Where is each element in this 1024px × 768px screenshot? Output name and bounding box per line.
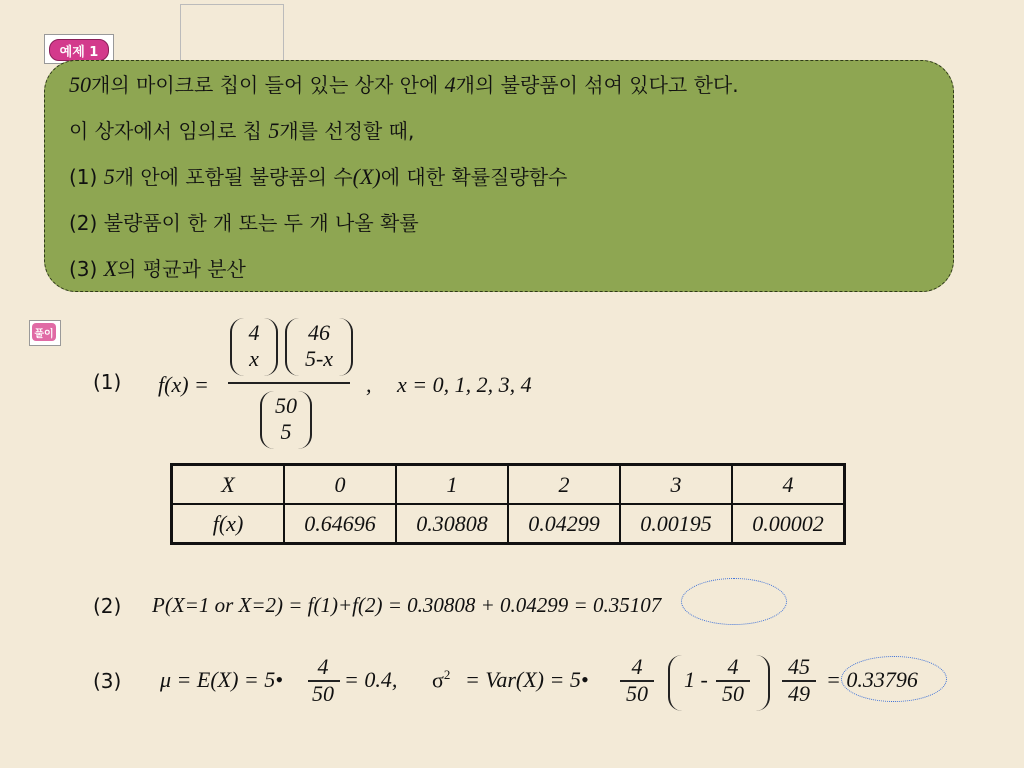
frac-denominator: 50 [722, 681, 744, 706]
problem-box [44, 60, 954, 292]
binom-bottom: 5-x [304, 346, 334, 371]
problem-text: 개 안에 포함될 불량품의 수 [114, 165, 353, 189]
binomial-46-5-x [285, 318, 353, 376]
frac-denominator: 49 [788, 681, 810, 706]
sigma-letter: σ [432, 667, 444, 693]
frac-numerator: 4 [631, 654, 643, 679]
problem-line-5 [69, 253, 246, 282]
part1-label: (1) [93, 370, 122, 394]
paren-one-minus: 1 - [684, 667, 708, 692]
problem-text: 에 대한 확률질량함수 [380, 165, 568, 189]
problem-text: 개를 선정할 때, [279, 119, 415, 143]
table-cell: 0.00002 [732, 504, 845, 544]
table-cell: 4 [732, 465, 845, 505]
problem-text: 이 상자에서 임의로 칩 [69, 119, 269, 143]
problem-number: 4 [444, 72, 456, 97]
fraction-bar [228, 382, 350, 384]
problem-variable: X [103, 256, 118, 281]
example-badge-label: 예제 1 [49, 39, 109, 61]
problem-line-2 [69, 115, 414, 144]
table-cell: 0.00195 [620, 504, 732, 544]
table-cell: 0 [284, 465, 396, 505]
part2-expression: P(X=1 or X=2) = f(1)+f(2) = 0.30808 + 0.04299 = 0.35107 [152, 593, 662, 617]
problem-text: (3) [69, 257, 104, 281]
table-row [172, 465, 845, 505]
table-cell: 0.30808 [396, 504, 508, 544]
table-cell: 0.04299 [508, 504, 620, 544]
problem-text: (1) [69, 165, 104, 189]
probability-table [170, 463, 846, 545]
superscript: 2 [443, 667, 451, 682]
binom-top: 4 [248, 320, 260, 345]
sigma-symbol [432, 667, 450, 693]
table-cell: 3 [620, 465, 732, 505]
table-header-cell: f(x) [172, 504, 285, 544]
solution-badge-label: 풀이 [32, 323, 56, 341]
problem-variable: (X) [352, 164, 381, 189]
frac-denominator: 50 [312, 681, 334, 706]
frac-numerator: 4 [317, 654, 329, 679]
problem-line-3 [69, 161, 567, 190]
problem-text: 개의 마이크로 칩이 들어 있는 상자 안에 [91, 73, 445, 97]
pmf-lhs: f(x) = [158, 372, 209, 397]
table-row [172, 504, 845, 544]
problem-line-4: (2) 불량품이 한 개 또는 두 개 나올 확률 [69, 211, 419, 235]
problem-number: 5 [268, 118, 280, 143]
pmf-domain: x = 0, 1, 2, 3, 4 [397, 372, 532, 397]
binomial-50-5 [260, 391, 312, 449]
table-header-cell: X [172, 465, 285, 505]
frac-denominator: 50 [626, 681, 648, 706]
part3-label: (3) [93, 669, 122, 693]
table-cell: 1 [396, 465, 508, 505]
part2-label: (2) [93, 594, 122, 618]
frac-numerator: 45 [788, 654, 810, 679]
frac-numerator: 4 [727, 654, 739, 679]
problem-number: 5 [103, 164, 115, 189]
binom-top: 46 [308, 320, 330, 345]
problem-line-1 [69, 69, 739, 98]
solution-badge [29, 320, 61, 346]
binom-bottom: 5 [280, 419, 292, 444]
table-cell: 2 [508, 465, 620, 505]
binom-top: 50 [275, 393, 297, 418]
mean-rhs: = 0.4, [344, 667, 398, 692]
variance-rhs: = 0.33796 [826, 667, 918, 692]
highlight-ellipse [681, 578, 787, 625]
mean-lhs: μ = E(X) = 5• [160, 667, 283, 692]
binomial-4-x [230, 318, 278, 376]
problem-text: 의 평균과 분산 [117, 257, 246, 281]
problem-number: 50 [69, 72, 91, 97]
variance-lhs: = Var(X) = 5• [465, 667, 589, 692]
problem-text: 개의 불량품이 섞여 있다고 한다. [455, 73, 739, 97]
highlight-ellipse [841, 656, 947, 702]
comma: , [366, 372, 372, 397]
table-cell: 0.64696 [284, 504, 396, 544]
binom-bottom: x [249, 346, 259, 371]
